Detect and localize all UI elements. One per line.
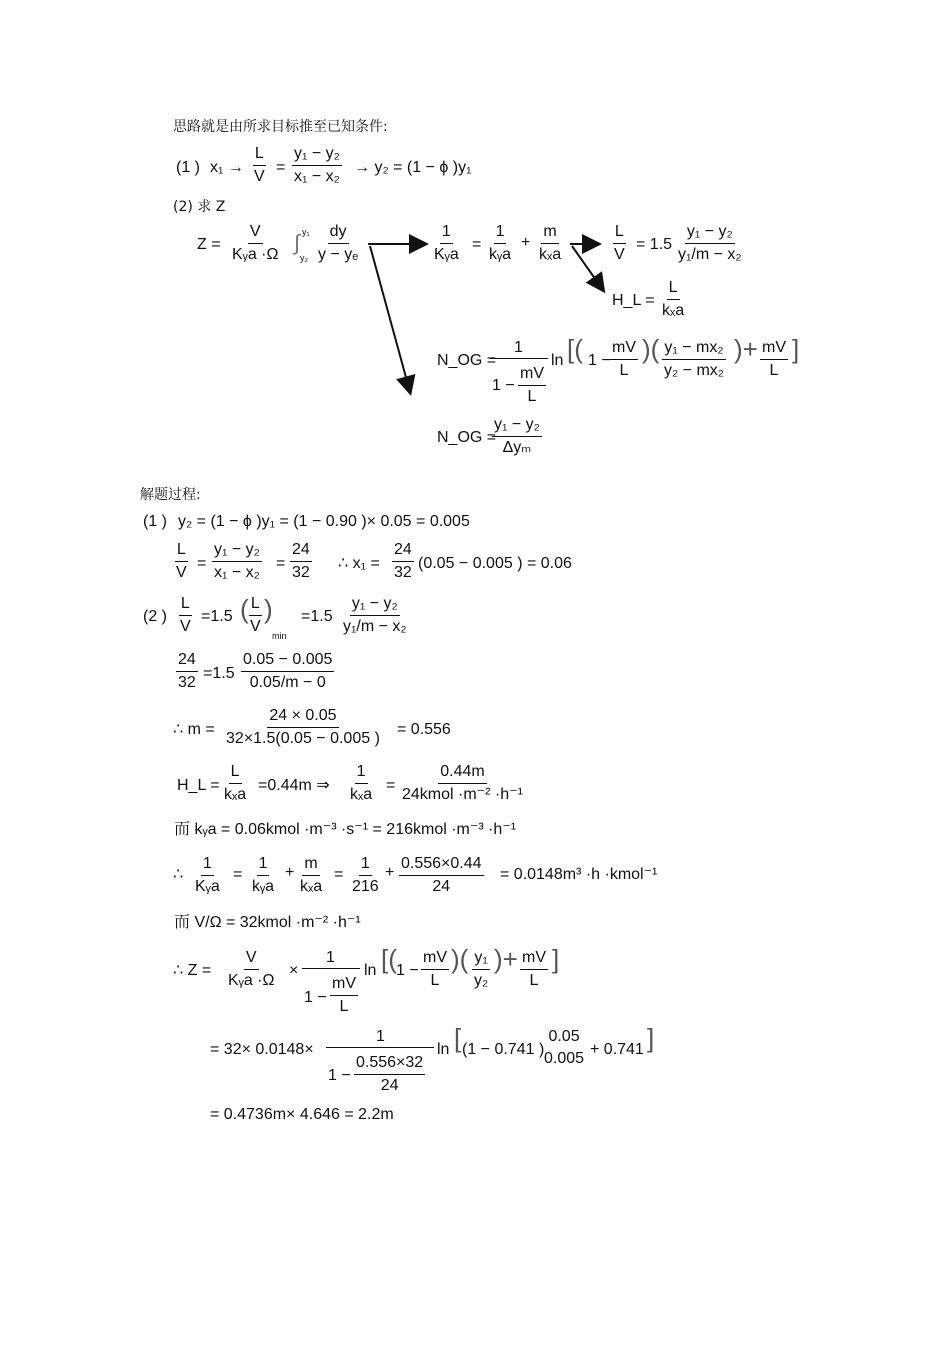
kya-conversion: 而 kᵧa = 0.06kmol ·m⁻³ ·s⁻¹ = 216kmol ·m⁻³ ·h⁻¹ bbox=[174, 821, 517, 838]
fraction-y1-y2: y₁ y₂ bbox=[474, 949, 489, 989]
Kya-result: = 0.0148m³ ·h ·kmol⁻¹ bbox=[500, 866, 658, 883]
fraction-L-V: L V bbox=[254, 145, 265, 185]
nog2-lhs: N_OG = bbox=[437, 429, 497, 446]
fraction-1-kya: 1 kᵧa bbox=[489, 223, 512, 263]
fraction-24-32: 24 32 bbox=[394, 541, 412, 581]
fraction-dy: dy y − yₑ bbox=[318, 223, 359, 263]
fraction-mV-L: mV L bbox=[423, 949, 447, 989]
z-numeric-lhs: = 32× 0.0148× bbox=[210, 1041, 314, 1058]
fraction-L-V-min: L V bbox=[250, 595, 261, 635]
z-lhs: ∴ Z = bbox=[173, 962, 212, 979]
fraction-m-kxa: m kₓa bbox=[300, 855, 323, 895]
equals-1-5: =1.5 bbox=[201, 608, 233, 625]
fraction-1-Kya: 1 Kᵧa bbox=[434, 223, 459, 263]
fraction-1-Kya: 1 Kᵧa bbox=[195, 855, 220, 895]
times: × bbox=[289, 962, 299, 979]
intro-text: 思路就是由所求目标推至已知条件: bbox=[173, 119, 388, 135]
m-lhs: ∴ m = bbox=[173, 721, 215, 738]
z-outer-denominator: 1 − bbox=[304, 989, 327, 1006]
fraction-1-kya: 1 kᵧa bbox=[252, 855, 275, 895]
fraction-mV-L: mV L bbox=[762, 339, 786, 379]
fraction-y-mx: y₁ − mx₂ y₂ − mx₂ bbox=[664, 339, 724, 379]
equals: = bbox=[334, 866, 344, 883]
step2-number: (2 ) bbox=[143, 608, 167, 625]
fraction-mV-L: mV L bbox=[332, 975, 356, 1015]
hl-value: =0.44m ⇒ bbox=[258, 777, 330, 794]
bracket-close: ] bbox=[552, 944, 560, 974]
nog-outer-numerator: 1 bbox=[514, 339, 523, 356]
ln: ln bbox=[551, 352, 564, 369]
fraction-V-Kya: V Kᵧa ·Ω bbox=[228, 949, 275, 989]
equals: = bbox=[386, 777, 396, 794]
plus-0-741: + 0.741 bbox=[590, 1041, 644, 1058]
fraction-0-05: 0.05 − 0.005 0.05/m − 0 bbox=[243, 651, 333, 691]
hl-lhs: H_L = bbox=[177, 777, 220, 794]
paren-open: ( bbox=[240, 594, 249, 624]
solution-label: 解题过程: bbox=[140, 487, 201, 503]
fraction-m-kxa: m kₓa bbox=[539, 223, 562, 263]
plus: + bbox=[385, 864, 395, 881]
arrow-to-nog bbox=[370, 246, 410, 392]
m-result: = 0.556 bbox=[397, 721, 451, 738]
z-numeric-bar bbox=[326, 1047, 434, 1048]
fraction-L-V: L V bbox=[180, 595, 191, 635]
paren-mid: )( bbox=[642, 334, 660, 364]
equals-1-5: =1.5 bbox=[203, 665, 235, 682]
paren-plus: )+ bbox=[494, 944, 518, 974]
fraction-L-kxa: L kₓa bbox=[662, 279, 685, 319]
equals: = bbox=[276, 159, 286, 176]
fraction-m: 24 × 0.05 32×1.5(0.05 − 0.005 ) bbox=[226, 707, 380, 747]
equals-1-5: = 1.5 bbox=[636, 236, 673, 253]
fraction-L-kxa: L kₓa bbox=[224, 763, 247, 803]
part1-number: (1 ) bbox=[176, 159, 200, 176]
nog-outer-denominator: 1 − bbox=[492, 377, 515, 394]
fraction-0-556-32: 0.556×32 24 bbox=[356, 1054, 424, 1094]
fraction-y-x: y₁ − y₂ x₁ − x₂ bbox=[294, 145, 340, 185]
paren-plus: )+ bbox=[734, 334, 758, 364]
fraction-1-216: 1 216 bbox=[352, 855, 379, 895]
integral-lower: y₂ bbox=[300, 253, 308, 263]
bracket-open: [( bbox=[381, 944, 397, 974]
fraction-mV-L: mV L bbox=[612, 339, 636, 379]
equals: = bbox=[197, 555, 207, 572]
equals-1-5: =1.5 bbox=[301, 608, 333, 625]
fraction-y-ym: y₁ − y₂ y₁/m − x₂ bbox=[343, 595, 407, 635]
part2-label: (2) 求 Z bbox=[173, 199, 226, 215]
fraction-0-05-0-005: 0.05 0.005 bbox=[544, 1028, 585, 1067]
integral-upper: y₁ bbox=[302, 227, 310, 237]
fraction-mV-L: mV L bbox=[520, 365, 544, 405]
z-lhs: Z = bbox=[197, 236, 221, 253]
final-result: = 0.4736m× 4.646 = 2.2m bbox=[210, 1106, 394, 1123]
fraction-24-32: 24 32 bbox=[292, 541, 310, 581]
equals: = bbox=[276, 555, 286, 572]
fraction-0-44m: 0.44m 24kmol ·m⁻² ·h⁻¹ bbox=[402, 763, 523, 803]
nog-lhs: N_OG = bbox=[437, 352, 497, 369]
bracket-open: [ bbox=[454, 1023, 462, 1053]
therefore: ∴ bbox=[173, 866, 184, 883]
fraction-0-556: 0.556×0.44 24 bbox=[401, 855, 482, 895]
equals: = bbox=[472, 236, 482, 253]
min-subscript: min bbox=[272, 631, 287, 641]
one-minus: 1 − bbox=[396, 962, 419, 979]
fraction-V-Kya: V Kᵧa ·Ω bbox=[232, 223, 279, 263]
fraction-mV-L: mV L bbox=[522, 949, 546, 989]
ln: ln bbox=[364, 962, 377, 979]
bracket-close: ] bbox=[647, 1023, 655, 1053]
z-outer-numerator: 1 bbox=[326, 949, 335, 966]
v-over-omega: 而 V/Ω = 32kmol ·m⁻² ·h⁻¹ bbox=[174, 914, 361, 931]
fraction-y-ym: y₁ − y₂ y₁/m − x₂ bbox=[678, 223, 742, 263]
fraction-y-dym: y₁ − y₂ Δyₘ bbox=[494, 416, 540, 456]
part1-x1: x₁ → bbox=[210, 159, 244, 176]
z-numeric-denominator: 1 − bbox=[328, 1067, 351, 1084]
fraction-1-kxa: 1 kₓa bbox=[350, 763, 373, 803]
fraction-24-32: 24 32 bbox=[178, 651, 196, 691]
fraction-y-x: y₁ − y₂ x₁ − x₂ bbox=[214, 541, 260, 581]
fraction-L-V: L V bbox=[176, 541, 187, 581]
plus: + bbox=[521, 234, 531, 251]
z-numeric-numerator: 1 bbox=[376, 1028, 385, 1045]
plus: + bbox=[285, 864, 295, 881]
therefore-x1: ∴ x₁ = bbox=[338, 555, 380, 572]
paren-mid: )( bbox=[451, 944, 469, 974]
arrow-to-hl bbox=[572, 246, 603, 290]
integral-sign: ∫ bbox=[294, 230, 301, 255]
step1-number: (1 ) bbox=[143, 513, 167, 530]
ln: ln bbox=[437, 1041, 450, 1058]
x1-result: (0.05 − 0.005 ) = 0.06 bbox=[418, 555, 572, 572]
one-minus: 1 − bbox=[588, 352, 611, 369]
part1-tail: → y₂ = (1 − ϕ )y₁ bbox=[354, 159, 472, 176]
bracket-open: [( bbox=[567, 334, 583, 364]
step1-text: y₂ = (1 − ϕ )y₁ = (1 − 0.90 )× 0.05 = 0.005 bbox=[178, 513, 470, 530]
fraction-L-V-right: L V bbox=[614, 223, 625, 263]
bracket-close: ] bbox=[792, 334, 800, 364]
one-minus-0-741: (1 − 0.741 ) bbox=[462, 1041, 545, 1058]
hl-lhs: H_L = bbox=[612, 292, 655, 309]
z-outer-bar bbox=[302, 968, 360, 969]
paren-close: ) bbox=[264, 594, 273, 624]
equals: = bbox=[233, 866, 243, 883]
